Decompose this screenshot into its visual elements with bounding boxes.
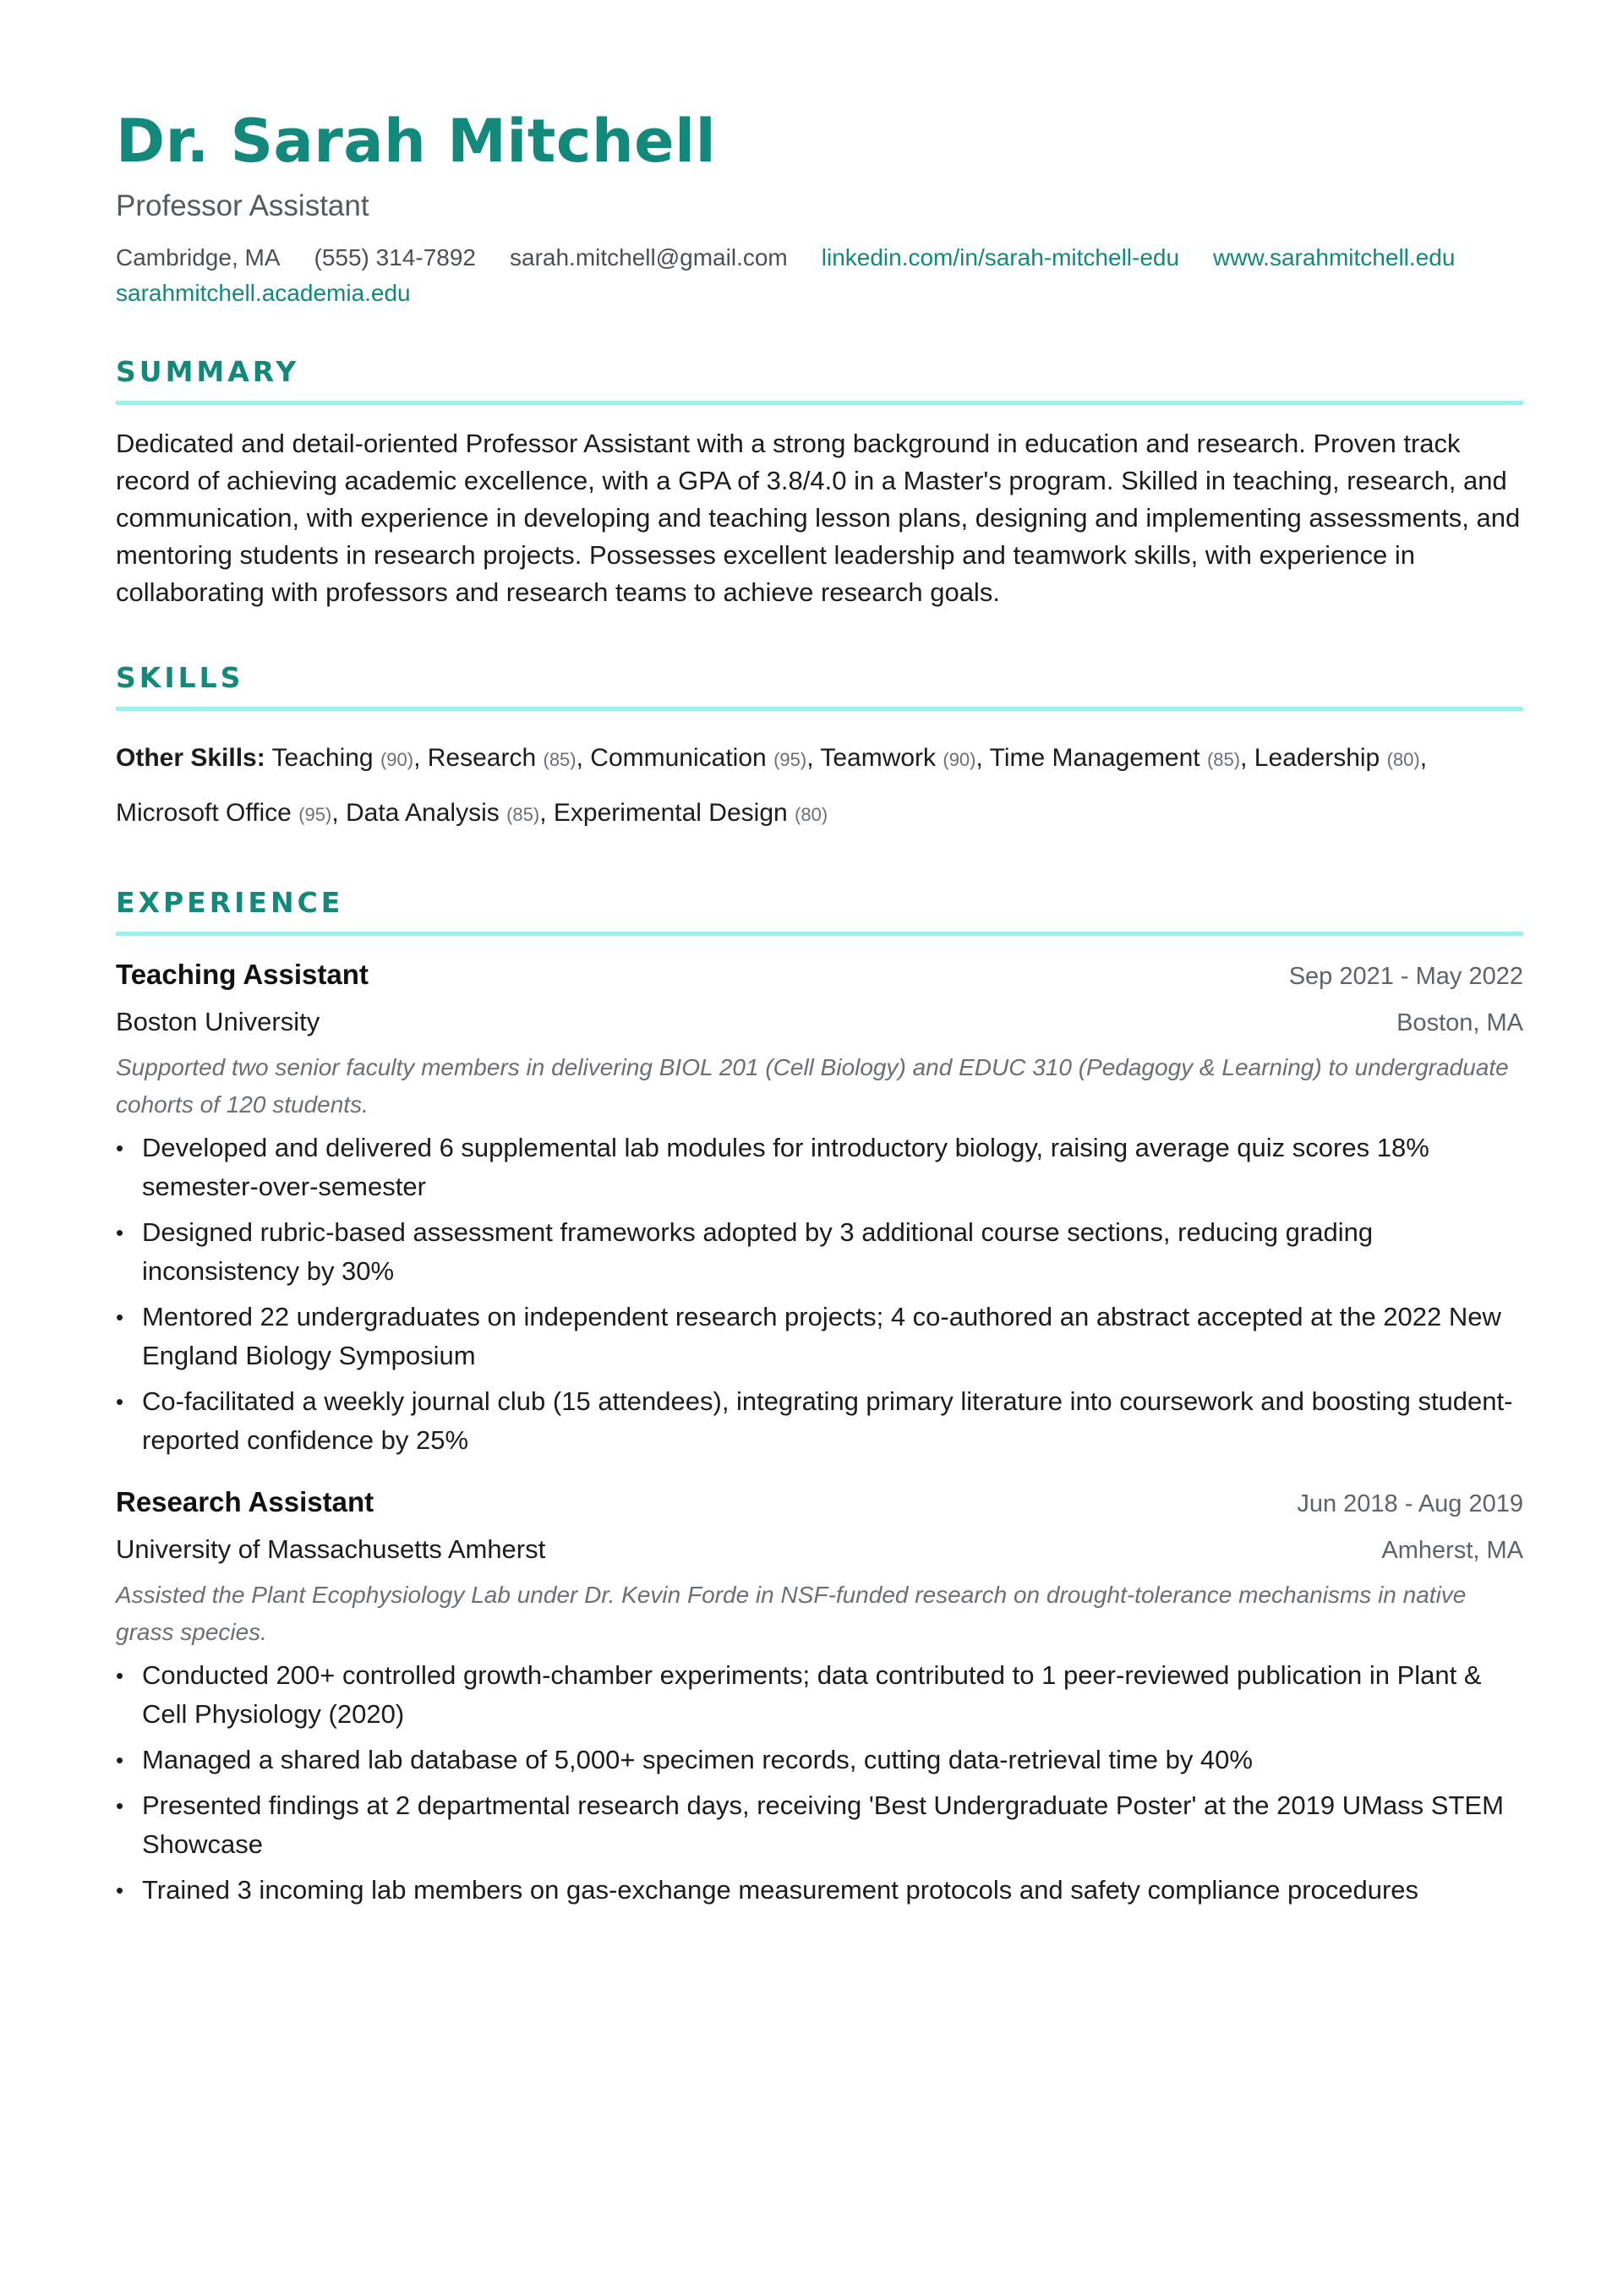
bullet-text: Mentored 22 undergraduates on independent research projects; 4 co-authored an abstract accepted at the 2022 New England Biology Symposium: [142, 1302, 1501, 1370]
bullet-text: Co-facilitated a weekly journal club (15 attendees), integrating primary literature into coursework and boosting student-reported confidence by 25%: [142, 1386, 1513, 1455]
job-title: Research Assistant: [116, 1486, 374, 1517]
list-item: [116, 1741, 1523, 1779]
list-item: [116, 1382, 1523, 1460]
skill-level: (80): [795, 804, 828, 825]
skill-level: (80): [1386, 749, 1420, 770]
job-bullets: [116, 1129, 1523, 1460]
bullet-icon: •: [116, 1135, 124, 1161]
bullet-icon: •: [116, 1304, 124, 1330]
skills-list: Other Skills: Teaching (90), Research (85), Communication (95), Teamwork (90), Time Management (85), Leadership (80), Microsoft Office (95), Data Analysis (85), Experimental Design (80): [116, 744, 1428, 827]
summary-section: [116, 353, 1523, 611]
job-dates: Jun 2018 - Aug 2019: [1297, 1490, 1523, 1517]
bullet-text: Designed rubric-based assessment frameworks adopted by 3 additional course sections, reducing grading inconsistency by 30%: [142, 1217, 1374, 1286]
job-location: Boston, MA: [1396, 1009, 1523, 1036]
job-header-row: [116, 951, 1523, 998]
candidate-name: Dr. Sarah Mitchell: [116, 107, 717, 176]
list-item: [116, 1129, 1523, 1206]
contact-linkedin-link[interactable]: linkedin.com/in/sarah-mitchell-edu: [821, 244, 1180, 271]
list-item: [116, 1298, 1523, 1375]
skill-name: Experimental Design: [553, 799, 788, 827]
job-company-row: [116, 1526, 1523, 1573]
job-bullets: [116, 1656, 1523, 1910]
experience-divider: [116, 932, 1523, 936]
skill-name: Data Analysis: [345, 799, 500, 827]
skill-name: Communication: [590, 744, 767, 772]
summary-text: Dedicated and detail-oriented Professor Assistant with a strong background in education and research. Proven track record of achieving academic excellence, with a GPA of 3.8/4.0 in a Master's program. Skilled in teaching, research, and communication, with experience in developing and teaching lesson plans, designing and implementing assessments, and mentoring students in research projects. Possesses excellent leadership and teamwork skills, with experience in collaborating with professors and research teams to achieve research goals.: [116, 429, 1521, 607]
skill-name: Leadership: [1254, 744, 1380, 772]
bullet-text: Conducted 200+ controlled growth-chamber experiments; data contributed to 1 peer-reviewed publication in Plant & Cell Physiology (2020): [142, 1660, 1482, 1729]
contact-phone: (555) 314-7892: [314, 244, 476, 271]
skill-level: (90): [943, 749, 976, 770]
contact-website-link[interactable]: www.sarahmitchell.edu: [1213, 244, 1456, 271]
resume-header: [116, 103, 1523, 311]
skill-level: (85): [1206, 749, 1241, 770]
skill-name: Research: [427, 744, 537, 772]
experience-heading: EXPERIENCE: [116, 886, 344, 919]
list-item: [116, 1786, 1523, 1864]
skill-name: Microsoft Office: [116, 799, 292, 827]
contact-line: [116, 240, 1523, 311]
skills-heading: SKILLS: [116, 661, 244, 694]
bullet-text: Presented findings at 2 departmental research days, receiving 'Best Undergraduate Poster' at the 2019 UMass STEM Showcase: [142, 1790, 1504, 1859]
job-company-row: [116, 998, 1523, 1046]
skill-level: (85): [506, 804, 540, 825]
job-company: University of Massachusetts Amherst: [116, 1534, 546, 1564]
experience-item: [116, 951, 1523, 1460]
job-dates: Sep 2021 - May 2022: [1288, 963, 1523, 990]
bullet-text: Developed and delivered 6 supplemental lab modules for introductory biology, raising average quiz scores 18% semester-over-semester: [142, 1133, 1429, 1201]
job-description: Supported two senior faculty members in delivering BIOL 201 (Cell Biology) and EDUC 310 (Pedagogy & Learning) to undergraduate cohorts of 120 students.: [116, 1054, 1509, 1118]
skill-name: Teaching: [271, 744, 374, 772]
job-description: Assisted the Plant Ecophysiology Lab under Dr. Kevin Forde in NSF-funded research on drought-tolerance mechanisms in native grass species.: [116, 1582, 1467, 1645]
bullet-icon: •: [116, 1663, 124, 1688]
experience-section: [116, 884, 1523, 1916]
list-item: [116, 1871, 1523, 1910]
skill-level: (90): [380, 749, 414, 770]
skills-section: [116, 659, 1523, 841]
contact-location: Cambridge, MA: [116, 244, 281, 271]
list-item: [116, 1656, 1523, 1734]
bullet-icon: •: [116, 1389, 124, 1414]
skills-label: Other Skills:: [116, 744, 265, 772]
bullet-icon: •: [116, 1878, 124, 1903]
skill-name: Time Management: [989, 744, 1200, 772]
bullet-icon: •: [116, 1793, 124, 1818]
skill-level: (95): [298, 804, 332, 825]
job-title: Teaching Assistant: [116, 959, 369, 990]
bullet-icon: •: [116, 1747, 124, 1773]
experience-item: [116, 1479, 1523, 1910]
bullet-icon: •: [116, 1220, 124, 1245]
skills-divider: [116, 707, 1523, 711]
skill-name: Teamwork: [820, 744, 937, 772]
skill-level: (95): [773, 749, 807, 770]
contact-academia-link[interactable]: sarahmitchell.academia.edu: [116, 280, 411, 306]
list-item: [116, 1213, 1523, 1291]
summary-heading: SUMMARY: [116, 355, 300, 388]
job-company: Boston University: [116, 1007, 320, 1036]
contact-email: sarah.mitchell@gmail.com: [510, 244, 788, 271]
bullet-text: Trained 3 incoming lab members on gas-exchange measurement protocols and safety compliance procedures: [142, 1875, 1419, 1905]
summary-divider: [116, 401, 1523, 405]
job-header-row: [116, 1479, 1523, 1526]
job-location: Amherst, MA: [1381, 1537, 1523, 1564]
skill-level: (85): [543, 749, 577, 770]
candidate-title: Professor Assistant: [116, 189, 369, 222]
bullet-text: Managed a shared lab database of 5,000+ specimen records, cutting data-retrieval time by 40%: [142, 1745, 1253, 1774]
